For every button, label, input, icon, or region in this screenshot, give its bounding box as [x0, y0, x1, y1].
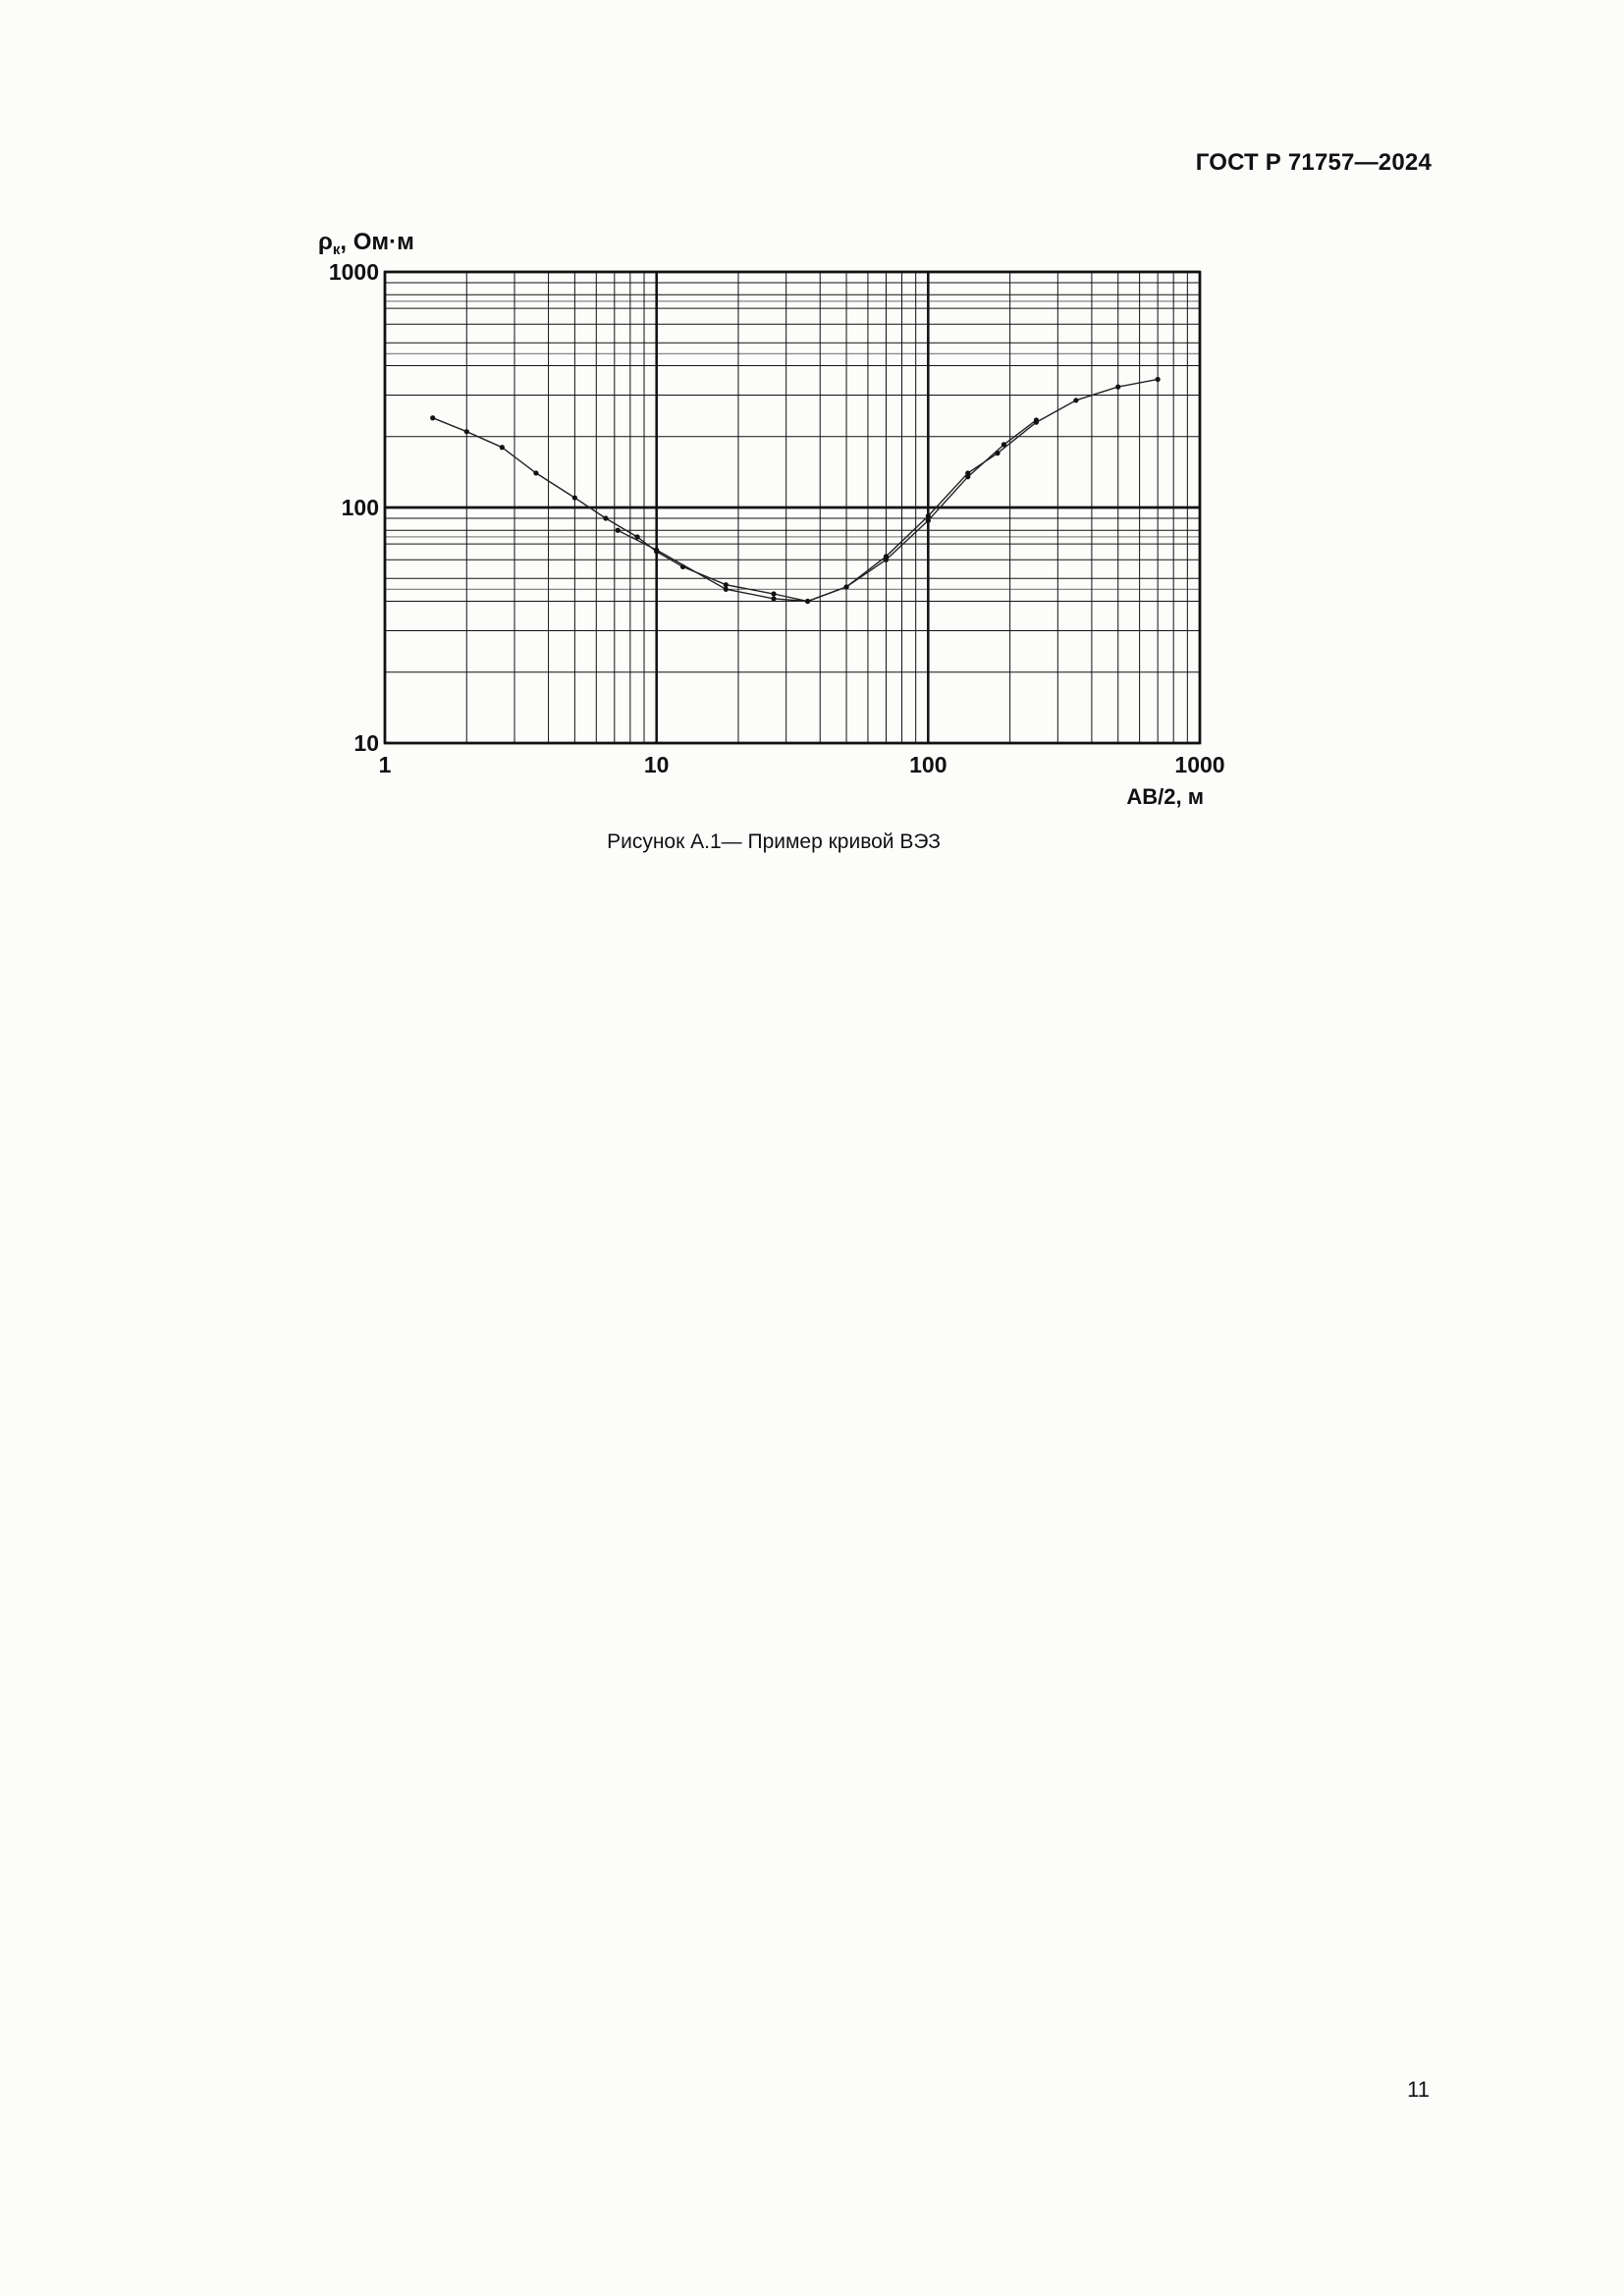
chart-series	[430, 377, 1161, 604]
x-tick-label: 100	[909, 752, 947, 777]
y-tick-label: 1000	[328, 259, 379, 285]
y-axis-label-unit: , Ом·м	[340, 229, 414, 255]
y-axis-label	[318, 229, 414, 258]
data-point	[926, 513, 931, 518]
data-point	[616, 528, 621, 533]
data-point	[1156, 377, 1161, 382]
data-point	[500, 445, 505, 450]
data-point	[884, 554, 889, 559]
y-axis-label-symbol: ρ	[318, 229, 333, 255]
data-point	[805, 599, 810, 604]
series-line-1	[433, 418, 1037, 602]
data-point	[995, 451, 1000, 455]
data-point	[654, 548, 659, 553]
figure-caption: Рисунок А.1— Пример кривой ВЭЗ	[607, 830, 941, 853]
x-tick-label: 1	[378, 752, 392, 777]
y-axis-label-subscript: к	[332, 241, 341, 258]
ves-curve-chart	[0, 0, 1624, 883]
page-number: 11	[1407, 2077, 1430, 2102]
data-point	[572, 495, 577, 500]
data-point	[724, 582, 729, 587]
data-point	[464, 429, 469, 434]
data-point	[603, 515, 608, 520]
data-point	[771, 591, 776, 596]
data-point	[724, 587, 729, 592]
x-tick-label: 1000	[1174, 752, 1225, 777]
document-code: ГОСТ Р 71757—2024	[1195, 149, 1432, 176]
x-tick-label: 10	[643, 752, 670, 777]
data-point	[771, 596, 776, 601]
data-point	[1115, 385, 1120, 390]
data-point	[843, 584, 848, 589]
data-point	[1034, 420, 1039, 425]
data-point	[430, 415, 435, 420]
data-point	[1073, 398, 1078, 402]
y-tick-label: 10	[353, 730, 379, 756]
data-point	[926, 518, 931, 523]
chart-grid	[385, 272, 1200, 743]
data-point	[533, 470, 538, 475]
data-point	[965, 470, 970, 475]
series-line-2	[618, 379, 1158, 601]
x-axis-label: АВ/2, м	[1126, 784, 1204, 809]
y-tick-label: 100	[341, 495, 379, 520]
